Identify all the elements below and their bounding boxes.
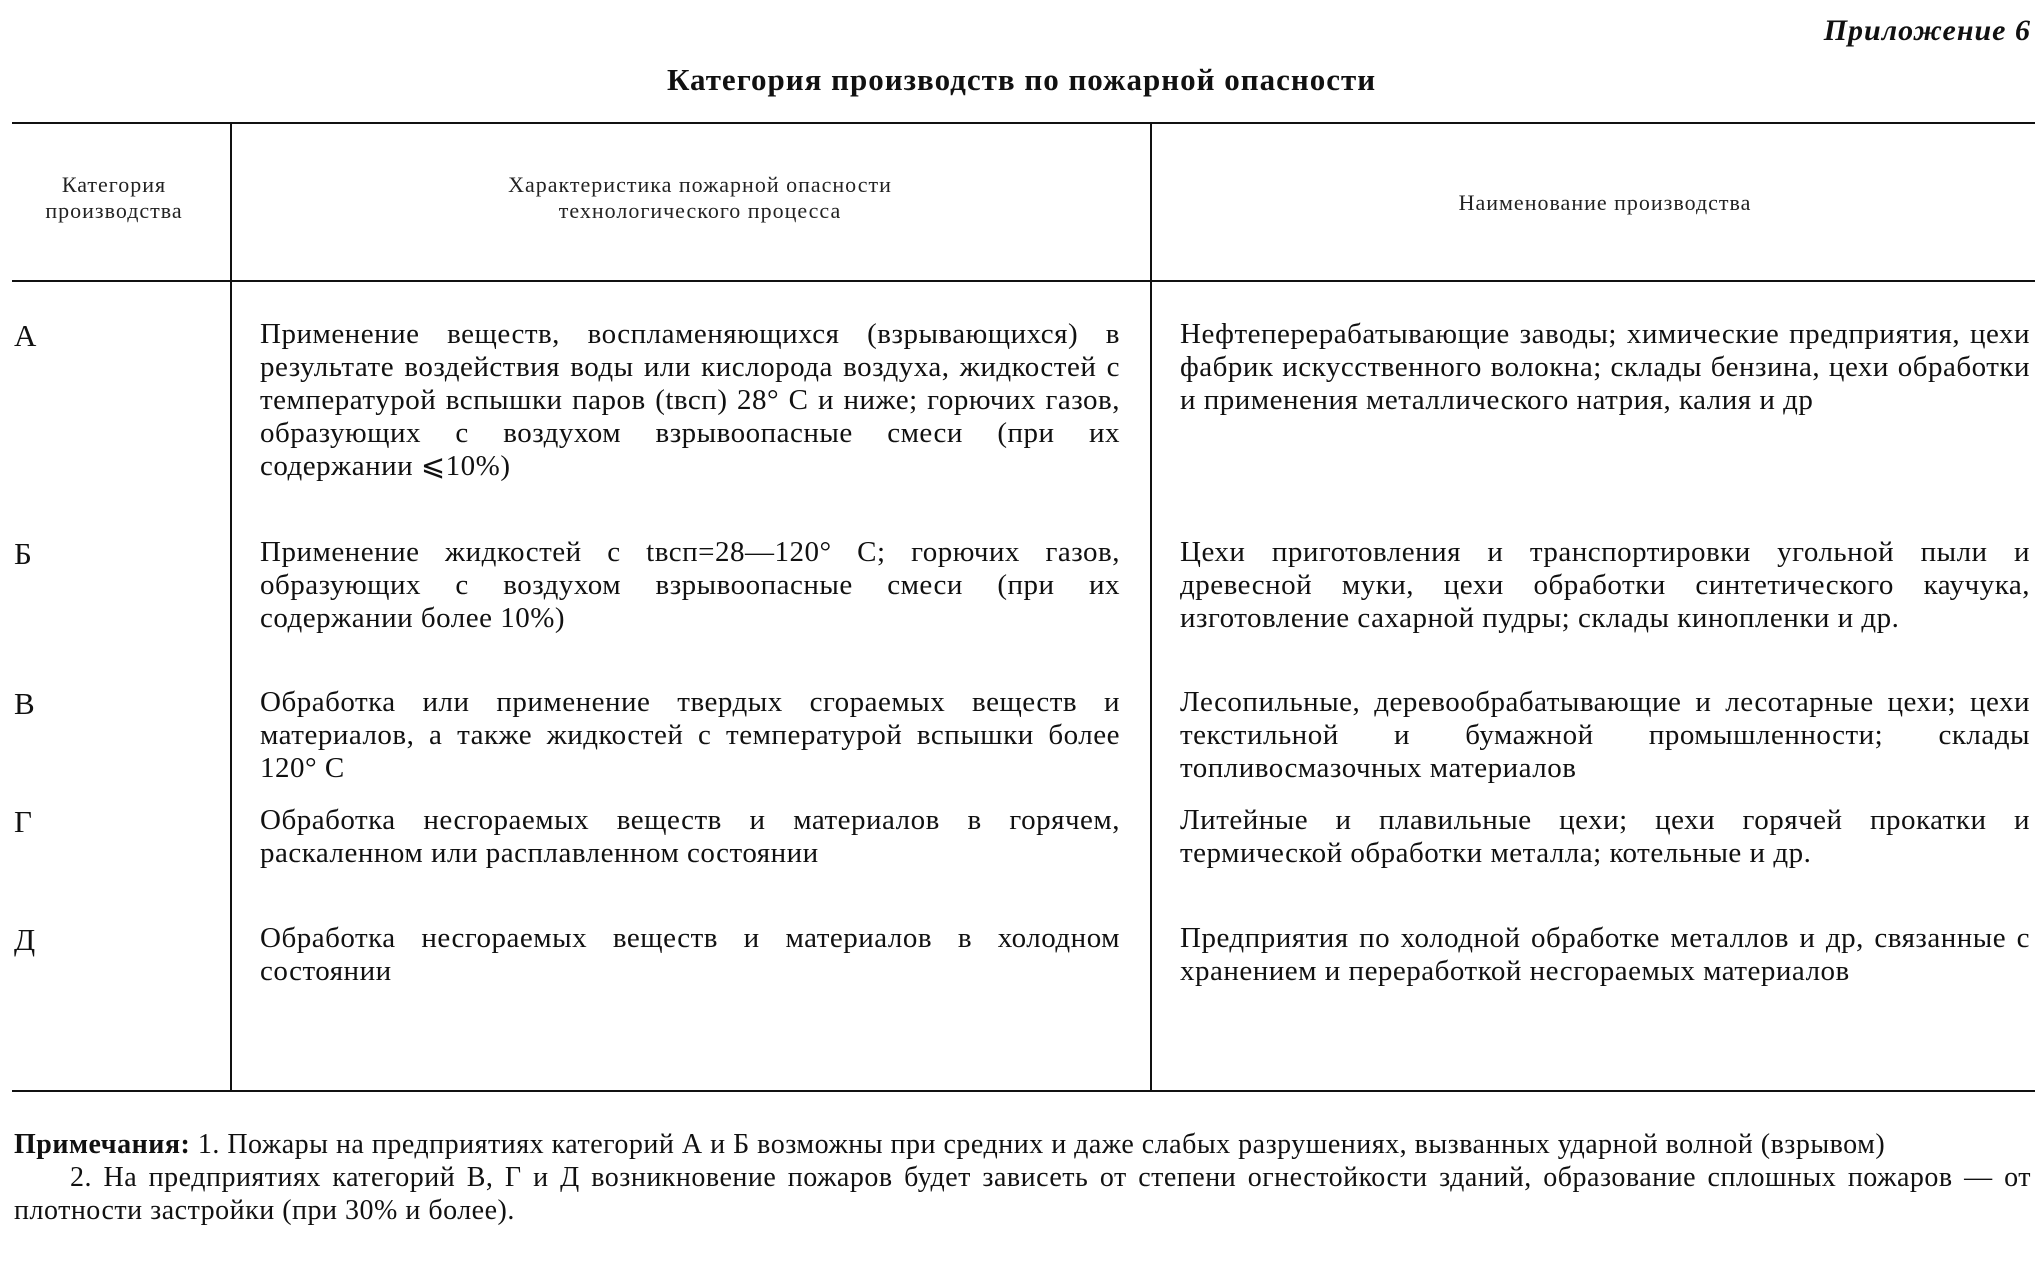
table-bottom-rule xyxy=(12,1090,2035,1092)
note-1-text: 1. Пожары на предприятиях категорий А и Б возможны при средних и даже слабых разрушениях, вызванных ударной волной (взрывом) xyxy=(197,1129,1886,1160)
row-characteristic: Обработка несгораемых веществ и материалов в горячем, раскаленном или расплавленном состоянии xyxy=(260,804,1120,869)
note-1 xyxy=(14,1128,2031,1161)
row-characteristic: Обработка или применение твердых сгораемых веществ и материалов, а также жидкостей с температурой вспышки более 120° С xyxy=(260,686,1120,784)
row-characteristic: Применение жидкостей с tвсп=28—120° С; горючих газов, образующих с воздухом взрывоопасные смеси (при их содержании более 10%) xyxy=(260,536,1120,634)
page-title: Категория производств по пожарной опасности xyxy=(666,62,1377,97)
row-category: Д xyxy=(14,922,36,957)
row-production: Нефтеперерабатывающие заводы; химические предприятия, цехи фабрик искусственного волокна; склады бензина, цехи обработки и применения металлического натрия, калия и др xyxy=(1180,318,2030,416)
header-category: Категория производства xyxy=(45,172,183,223)
header-characteristic: Характеристика пожарной опасности технологического процесса xyxy=(508,172,892,223)
notes-block xyxy=(14,1128,2031,1227)
column-divider-2 xyxy=(1150,124,1152,1090)
appendix-label: Приложение 6 xyxy=(1823,14,2031,47)
row-characteristic: Применение веществ, воспламеняющихся (взрывающихся) в результате воздействия воды или кислорода воздуха, жидкостей с температурой вспышки паров (tвсп) 28° С и ниже; горючих газов, образующих с воздухом взрывоопасные смеси (при их содержании ⩽10%) xyxy=(260,318,1120,482)
notes-label: Примечания: xyxy=(14,1129,191,1160)
row-production: Предприятия по холодной обработке металлов и др, связанные с хранением и переработкой несгораемых материалов xyxy=(1180,922,2030,987)
row-category: А xyxy=(14,318,37,353)
table-top-rule xyxy=(12,122,2035,124)
header-production: Наименование производства xyxy=(1458,190,1752,215)
row-characteristic: Обработка несгораемых веществ и материалов в холодном состоянии xyxy=(260,922,1120,987)
row-category: В xyxy=(14,686,35,721)
header-bottom-rule xyxy=(12,280,2035,282)
row-production: Литейные и плавильные цехи; цехи горячей прокатки и термической обработки металла; котельные и др. xyxy=(1180,804,2030,869)
column-divider-1 xyxy=(230,124,232,1090)
note-2: 2. На предприятиях категорий В, Г и Д возникновение пожаров будет зависеть от степени огнестойкости зданий, образование сплошных пожаров — от плотности застройки (при 30% и более). xyxy=(14,1162,2031,1226)
row-production: Лесопильные, деревообрабатывающие и лесотарные цехи; цехи текстильной и бумажной промышленности; склады топливосмазочных материалов xyxy=(1180,686,2030,784)
row-category: Г xyxy=(14,804,32,839)
row-production: Цехи приготовления и транспортировки угольной пыли и древесной муки, цехи обработки синтетического каучука, изготовление сахарной пудры; склады кинопленки и др. xyxy=(1180,536,2030,634)
row-category: Б xyxy=(14,536,32,571)
